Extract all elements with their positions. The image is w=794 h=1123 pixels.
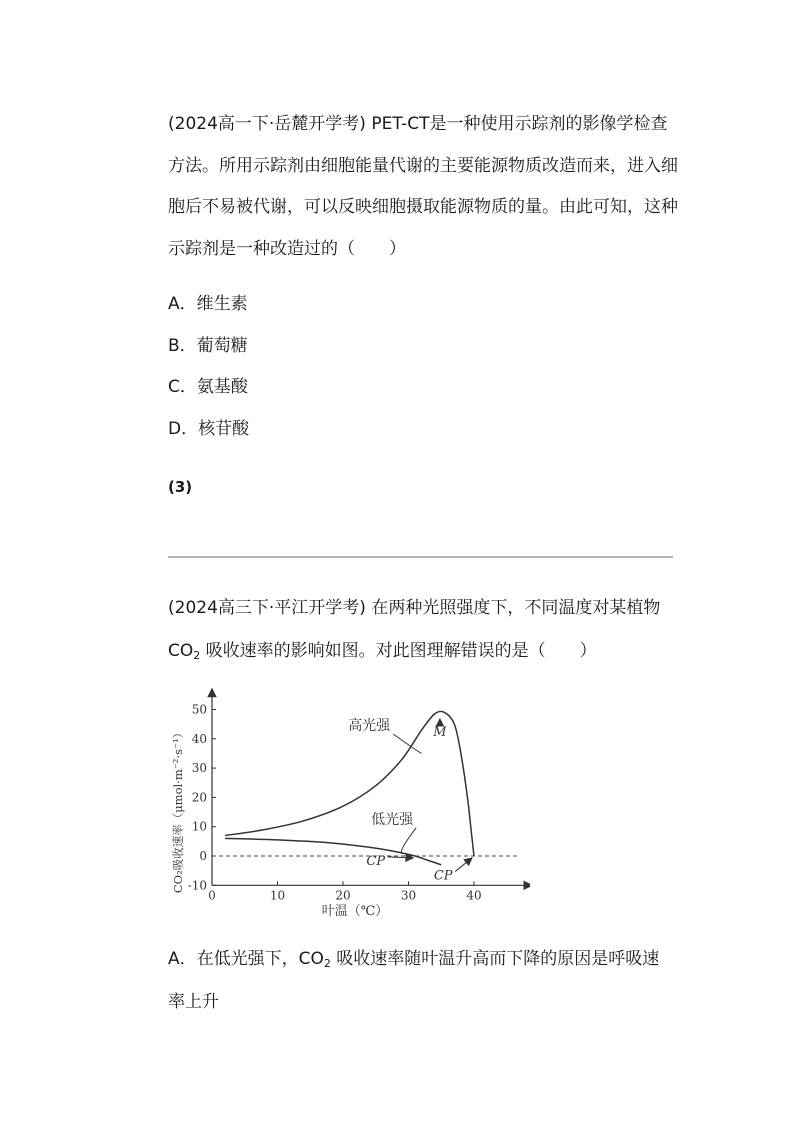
- chart-y-label: CO₂吸收速率（μmol·m⁻²·s⁻¹）: [171, 726, 185, 894]
- question-2-source: (2024高三下·平江开学考): [168, 598, 366, 618]
- option-label: A．: [168, 294, 197, 314]
- section-number: (3): [168, 478, 193, 496]
- y-tick-label: 50: [191, 702, 207, 717]
- annotation-cp: CP: [433, 868, 453, 884]
- x-tick-label: 20: [335, 888, 351, 903]
- y-tick-label: 40: [191, 731, 207, 746]
- series-line-2: [225, 838, 441, 864]
- question-2-stem-1: 在两种光照强度下，不同温度对某植物 CO: [168, 598, 661, 661]
- option-text: 葡萄糖: [196, 335, 248, 356]
- co2-subscript: 2: [323, 957, 331, 970]
- option-label: C．: [168, 377, 197, 397]
- option-d[interactable]: [168, 409, 249, 451]
- option-text: 核苷酸: [198, 418, 250, 439]
- y-tick-label: 10: [191, 819, 207, 834]
- co2-absorption-chart: [160, 682, 530, 922]
- option-a-text-2: 吸收速率随叶温升高而下降的原因是呼吸速率上升: [168, 949, 660, 1012]
- chart-svg: [160, 682, 530, 922]
- annotation-arrow: [455, 858, 472, 871]
- question-1-stem: PET-CT是一种使用示踪剂的影像学检查方法。所用示踪剂由细胞能量代谢的主要能源物质改造而来，进入细胞后不易被代谢，可以反映细胞摄取能源物质的量。由此可知，这种示踪剂是一种改造过的（ ）: [168, 114, 678, 259]
- option-a[interactable]: [168, 284, 249, 326]
- question-1-text: [168, 104, 678, 270]
- option-b[interactable]: [168, 326, 249, 368]
- option-text: 维生素: [196, 294, 248, 314]
- question-1-options: [168, 284, 249, 450]
- option-label: A．: [168, 949, 197, 969]
- y-tick-label: -10: [187, 878, 207, 893]
- y-tick-label: 20: [191, 790, 207, 805]
- option-a-text-1: 在低光强下，CO: [196, 949, 324, 969]
- annotation-m: M: [433, 724, 447, 740]
- question-2-option-a[interactable]: [168, 938, 673, 1024]
- option-c[interactable]: [168, 367, 249, 409]
- option-label: B．: [168, 335, 197, 356]
- x-tick-label: 30: [400, 888, 417, 903]
- co2-subscript: 2: [193, 649, 201, 662]
- section-divider: [168, 556, 673, 558]
- annotation-cp: CP: [366, 853, 386, 869]
- question-2-text: [168, 587, 678, 673]
- question-2-stem-2: 吸收速率的影响如图。对此图理解错误的是（ ）: [200, 641, 597, 661]
- series-label: 高光强: [348, 718, 391, 735]
- x-tick-label: 40: [466, 888, 482, 903]
- option-text: 氨基酸: [196, 377, 248, 397]
- y-tick-label: 0: [199, 849, 207, 863]
- annotation-arrow: [388, 857, 413, 858]
- series-label: 低光强: [371, 811, 414, 828]
- x-tick-label: 0: [208, 888, 216, 903]
- chart-x-label: 叶温（℃）: [321, 904, 389, 919]
- x-tick-label: 10: [269, 888, 286, 903]
- question-1-source: (2024高一下·岳麓开学考): [168, 114, 366, 134]
- series-label-pointer: [401, 828, 416, 854]
- option-label: D．: [168, 418, 199, 439]
- y-tick-label: 30: [191, 761, 207, 776]
